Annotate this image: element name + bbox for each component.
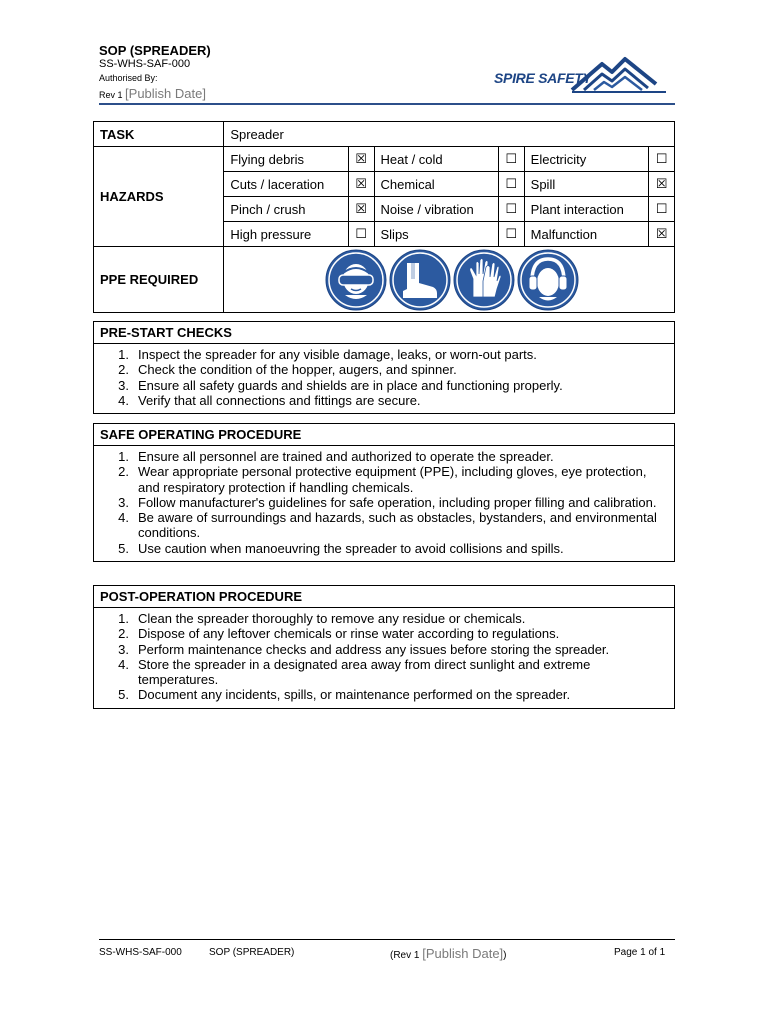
list-item [94,449,674,464]
hazard-name: Plant interaction [524,197,648,222]
item-text: Clean the spreader thoroughly to remove any residue or chemicals. [138,611,526,626]
item-text: Dispose of any leftover chemicals or rinse water according to regulations. [138,626,560,642]
footer-revision [390,946,507,961]
hazard-name: Noise / vibration [374,197,498,222]
task-hazard-table [93,121,675,313]
hazard-name: Spill [524,172,648,197]
hazard-checkbox[interactable]: ☐ [649,197,675,222]
item-text: Verify that all connections and fittings are secure. [138,392,421,408]
task-value: Spreader [224,122,675,147]
item-text: Check the condition of the hopper, augers, and spinner. [138,362,457,378]
hazard-name: Slips [374,222,498,247]
hazard-name: Pinch / crush [224,197,348,222]
gloves-icon [453,249,515,311]
list-item [94,495,674,510]
hazard-checkbox[interactable]: ☐ [498,197,524,222]
hazard-name: Electricity [524,147,648,172]
item-number: 4. [118,392,129,408]
hazard-checkbox[interactable]: ☐ [498,172,524,197]
item-text: Perform maintenance checks and address any issues before storing the spreader. [138,641,610,657]
publish-date: [Publish Date] [125,86,206,101]
logo-text: SPIRE SAFETY [494,70,592,86]
page-number: Page 1 of 1 [614,947,666,958]
item-number: 2. [118,362,129,378]
mountain-logo-icon [494,50,672,96]
safe-op-list [94,446,674,561]
hazard-row [94,147,675,172]
header-divider [99,103,675,105]
list-item [94,393,674,408]
list-item [94,464,674,495]
ppe-label: PPE REQUIRED [94,247,224,313]
hazard-name: Chemical [374,172,498,197]
item-number: 4. [118,510,129,526]
revision [99,86,206,101]
revision-number: Rev 1 [99,90,123,100]
list-item [94,362,674,377]
item-number: 3. [118,494,129,510]
list-item [94,626,674,641]
list-item [94,642,674,657]
section-heading: SAFE OPERATING PROCEDURE [94,424,674,446]
item-number: 2. [118,626,129,642]
document-header [99,42,675,106]
ear-protection-icon [517,249,579,311]
item-number: 5. [118,540,129,556]
pre-start-list [94,344,674,413]
authorised-by: Authorised By: [99,73,158,83]
ppe-cell [224,247,675,313]
item-text: Ensure all personnel are trained and authorized to operate the spreader. [138,449,554,464]
hazard-checkbox[interactable]: ☐ [498,147,524,172]
document-title: SOP (SPREADER) [99,43,211,58]
hazard-name: High pressure [224,222,348,247]
item-text: Document any incidents, spills, or maintenance performed on the spreader. [138,687,571,703]
item-text: Wear appropriate personal protective equipment (PPE), including gloves, eye protection, and respiratory protection if handling chemicals. [138,464,647,495]
hazard-checkbox[interactable]: ☐ [498,222,524,247]
item-text: Follow manufacturer's guidelines for safe operation, including proper filling and calibration. [138,494,657,510]
footer-rev-close: ) [503,950,507,961]
item-number: 5. [118,687,129,703]
hazard-checkbox[interactable]: ☐ [348,222,374,247]
footer-divider [99,939,675,940]
hazard-checkbox[interactable]: ☒ [348,172,374,197]
safe-operating-procedure-section [93,423,675,562]
item-text: Be aware of surroundings and hazards, such as obstacles, bystanders, and environmental conditions. [138,510,657,541]
item-number: 2. [118,464,129,480]
item-text: Inspect the spreader for any visible damage, leaks, or worn-out parts. [138,347,537,362]
item-text: Ensure all safety guards and shields are in place and functioning properly. [138,377,563,393]
safety-glasses-icon [325,249,387,311]
hazards-label: HAZARDS [94,147,224,247]
hazard-checkbox[interactable]: ☒ [348,197,374,222]
ppe-row [94,247,675,313]
hazard-checkbox[interactable]: ☐ [649,147,675,172]
item-number: 4. [118,656,129,672]
task-label: TASK [94,122,224,147]
list-item [94,541,674,556]
spire-safety-logo [494,50,672,96]
post-operation-procedure-section [93,585,675,709]
item-text: Use caution when manoeuvring the spreader to avoid collisions and spills. [138,540,564,556]
post-op-list [94,608,674,708]
item-number: 1. [118,611,129,626]
section-heading: PRE-START CHECKS [94,322,674,344]
list-item [94,611,674,626]
hazard-name: Cuts / laceration [224,172,348,197]
task-row [94,122,675,147]
hazard-checkbox[interactable]: ☒ [348,147,374,172]
safety-boots-icon [389,249,451,311]
hazard-checkbox[interactable]: ☒ [649,172,675,197]
ppe-icons [224,249,674,311]
footer-publish-date: [Publish Date] [422,946,504,961]
item-number: 1. [118,347,129,362]
hazard-checkbox[interactable]: ☒ [649,222,675,247]
item-text: Store the spreader in a designated area away from direct sunlight and extreme temperatures. [138,656,591,688]
list-item [94,347,674,362]
footer-code: SS-WHS-SAF-000 [99,947,182,958]
item-number: 3. [118,377,129,393]
list-item [94,378,674,393]
footer-rev-number: (Rev 1 [390,950,420,961]
hazard-name: Flying debris [224,147,348,172]
section-heading: POST-OPERATION PROCEDURE [94,586,674,608]
pre-start-checks-section [93,321,675,414]
list-item [94,510,674,541]
footer-title: SOP (SPREADER) [209,947,295,958]
document-code: SS-WHS-SAF-000 [99,58,191,70]
item-number: 1. [118,449,129,464]
hazard-name: Malfunction [524,222,648,247]
item-number: 3. [118,641,129,657]
hazard-name: Heat / cold [374,147,498,172]
list-item [94,687,674,702]
list-item [94,657,674,688]
